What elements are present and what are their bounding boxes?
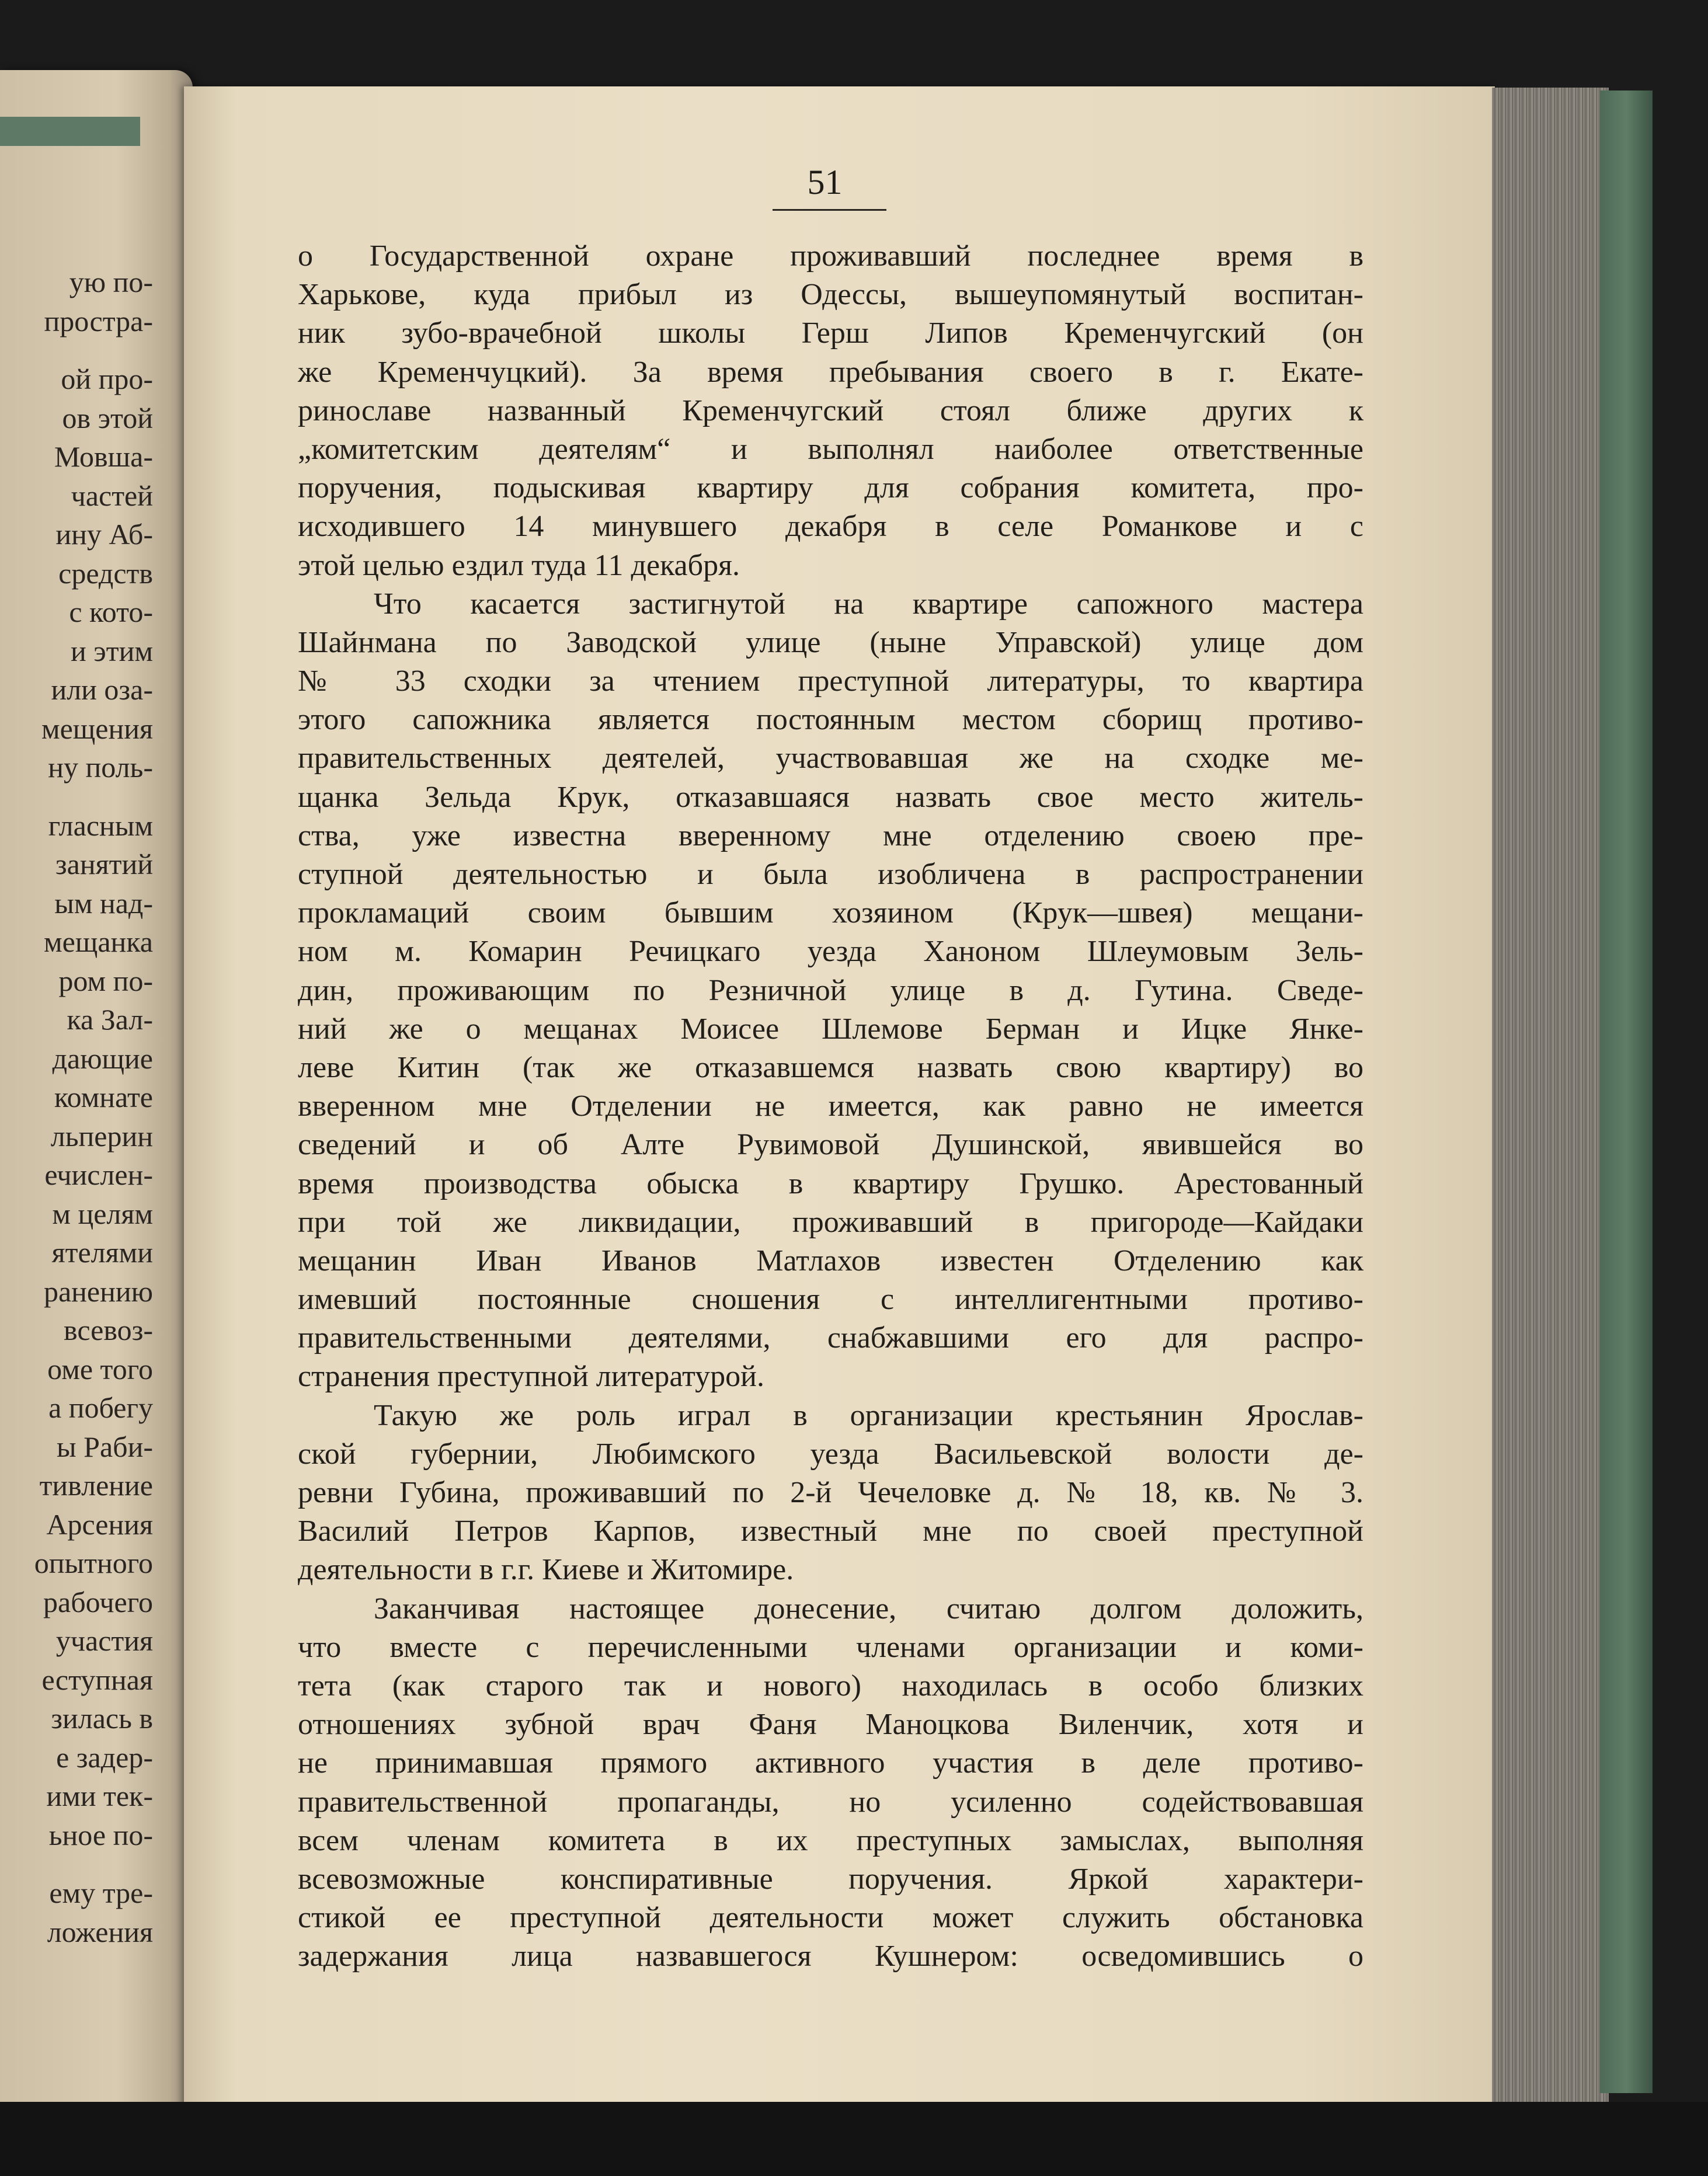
text-line: правительственными деятелями, снабжавшими его для распро- bbox=[298, 1321, 1363, 1355]
text-line: ревни Губина, проживавший по 2-й Чечеловке д. № 18, кв. № 3. bbox=[298, 1476, 1363, 1509]
previous-page-line: е задер- bbox=[56, 1740, 153, 1774]
text-line: Шайнмана по Заводской улице (ныне Управской) улице дом bbox=[298, 625, 1363, 659]
text-line: ном м. Комарин Речицкаго уезда Ханоном Шлеумовым Зель- bbox=[298, 935, 1363, 969]
text-line: всевозможные конспиративные поручения. Яркой характери- bbox=[298, 1862, 1363, 1896]
previous-page-line: комнате bbox=[54, 1081, 153, 1113]
text-line: же Кременчуцкий). За время пребывания своего в г. Екате- bbox=[298, 355, 1363, 389]
text-line: что вместе с перечисленными членами организации и коми- bbox=[298, 1630, 1363, 1664]
text-line: всем членам комитета в их преступных замыслах, выполняя bbox=[298, 1823, 1363, 1857]
previous-page-line: ну поль- bbox=[48, 751, 153, 784]
previous-page-line: ину Аб- bbox=[55, 518, 153, 551]
previous-page-line: с кото- bbox=[69, 596, 153, 628]
previous-page-line: Мовша- bbox=[54, 440, 153, 473]
previous-page-line: средств bbox=[58, 556, 153, 590]
previous-page-line bbox=[0, 1854, 153, 1874]
text-line: Такую же роль играл в организации крестьянин Ярослав- bbox=[374, 1398, 1363, 1432]
text-line: этой целью ездил туда 11 декабря. bbox=[298, 548, 740, 582]
previous-page-line: дающие bbox=[52, 1042, 153, 1075]
previous-page-line: ими тек- bbox=[46, 1780, 153, 1812]
previous-page-line: ов этой bbox=[62, 401, 153, 434]
previous-page-line: рабочего bbox=[43, 1585, 153, 1618]
text-line: дин, проживающим по Резничной улице в д. Гутина. Сведе- bbox=[298, 973, 1363, 1007]
text-line: деятельности в г.г. Киеве и Житомире. bbox=[298, 1553, 794, 1587]
text-line: о Государственной охране проживавший последнее время в bbox=[298, 239, 1363, 273]
text-line: задержания лица назвавшегося Кушнером: осведомившись о bbox=[298, 1940, 1363, 1973]
previous-page-line: опытного bbox=[34, 1547, 153, 1579]
previous-page-line bbox=[0, 787, 153, 806]
previous-page-line: оме того bbox=[47, 1352, 153, 1385]
text-line: стикой ее преступной деятельности может служить обстановка bbox=[298, 1901, 1363, 1935]
previous-page-line: мещанка bbox=[43, 925, 153, 958]
text-line: леве Китин (так же отказавшемся назвать свою квартиру) во bbox=[298, 1050, 1363, 1084]
previous-page-line: тивление bbox=[39, 1469, 153, 1502]
text-line: правительственной пропаганды, но усиленно содействовавшая bbox=[298, 1785, 1363, 1819]
previous-page-line: ятелями bbox=[51, 1236, 153, 1269]
previous-page-line: м целям bbox=[52, 1197, 153, 1230]
text-line: ний же о мещанах Моисее Шлемове Берман и Ицке Янке- bbox=[298, 1012, 1363, 1046]
text-line: тета (как старого так и нового) находилась в особо близких bbox=[298, 1669, 1363, 1702]
text-line: правительственных деятелей, участвовавшая же на сходке ме- bbox=[298, 741, 1363, 775]
text-line: отношениях зубной врач Фаня Маноцкова Виленчик, хотя и bbox=[298, 1708, 1363, 1742]
previous-page-line: ему тре- bbox=[49, 1876, 153, 1909]
text-line: Заканчивая настоящее донесение, считаю долгом доложить, bbox=[374, 1592, 1363, 1625]
text-line: ской губернии, Любимского уезда Васильевской волости де- bbox=[298, 1437, 1363, 1471]
previous-page-line: ка Зал- bbox=[67, 1003, 153, 1036]
page-number: 51 bbox=[807, 163, 843, 201]
previous-page-line: Арсения bbox=[46, 1507, 153, 1541]
text-line: время производства обыска в квартиру Грушко. Арестованный bbox=[298, 1167, 1363, 1200]
text-line: исходившего 14 минувшего декабря в селе Романкове и с bbox=[298, 510, 1363, 544]
previous-page-line: ую по- bbox=[69, 266, 153, 298]
previous-page-line: ложения bbox=[47, 1915, 153, 1948]
cover-edge bbox=[0, 117, 140, 146]
text-line: Что касается застигнутой на квартире сапожного мастера bbox=[374, 587, 1363, 621]
text-line: Харькове, куда прибыл из Одессы, вышеупомянутый воспитан- bbox=[298, 278, 1363, 312]
text-line: поручения, подыскивая квартиру для собрания комитета, про- bbox=[298, 471, 1363, 505]
text-line: ник зубо-врачебной школы Герш Липов Кременчугский (он bbox=[298, 316, 1363, 350]
previous-page-line: ой про- bbox=[61, 363, 153, 395]
previous-page-line: а побегу bbox=[48, 1391, 153, 1424]
previous-page-line: льперин bbox=[50, 1119, 153, 1153]
text-line: имевший постоянные сношения с интеллигентными противо- bbox=[298, 1283, 1363, 1317]
text-line: ринославе названный Кременчугский стоял ближе других к bbox=[298, 394, 1363, 427]
text-line: мещанин Иван Иванов Матлахов известен Отделению как bbox=[298, 1244, 1363, 1277]
previous-page-line: и этим bbox=[71, 634, 153, 667]
previous-page-line: ым над- bbox=[54, 886, 153, 920]
previous-page-line: зилась в bbox=[51, 1702, 153, 1735]
previous-page-line: ы Раби- bbox=[57, 1430, 153, 1463]
previous-page-line: всевоз- bbox=[64, 1314, 153, 1346]
previous-page-line: ьное по- bbox=[48, 1818, 153, 1851]
text-line: ступной деятельностью и была изобличена в распространении bbox=[298, 858, 1363, 891]
previous-page-line bbox=[0, 340, 153, 360]
previous-page-line: ранению bbox=[43, 1275, 153, 1308]
text-line: при той же ликвидации, проживавший в пригороде—Кайдаки bbox=[298, 1205, 1363, 1239]
previous-page bbox=[0, 70, 193, 2149]
previous-page-line: участия bbox=[55, 1624, 153, 1657]
text-line: вверенном мне Отделении не имеется, как равно не имеется bbox=[298, 1089, 1363, 1123]
text-line: Василий Петров Карпов, известный мне по своей преступной bbox=[298, 1515, 1363, 1548]
page-number-rule bbox=[773, 209, 886, 211]
page-block-edge bbox=[1492, 88, 1609, 2108]
text-line: щанка Зельда Крук, отказавшаяся назвать свое место житель- bbox=[298, 780, 1363, 814]
previous-page-line: гласным bbox=[48, 809, 153, 842]
background-strip bbox=[0, 2102, 1708, 2176]
previous-page-text bbox=[0, 263, 153, 1951]
previous-page-line: ечислен- bbox=[44, 1158, 153, 1191]
text-line: странения преступной литературой. bbox=[298, 1360, 764, 1394]
previous-page-line: еступная bbox=[41, 1663, 153, 1696]
previous-page-line: ром по- bbox=[58, 964, 153, 997]
text-line: этого сапожника является постоянным местом сборищ противо- bbox=[298, 703, 1363, 737]
previous-page-line: мещения bbox=[41, 712, 153, 745]
text-line: прокламаций своим бывшим хозяином (Крук—швея) мещани- bbox=[298, 896, 1363, 930]
text-line: № 33 сходки за чтением преступной литературы, то квартира bbox=[298, 664, 1363, 698]
text-line: сведений и об Алте Рувимовой Душинской, явившейся во bbox=[298, 1128, 1363, 1162]
previous-page-line: частей bbox=[71, 479, 153, 512]
previous-page-line: или оза- bbox=[51, 673, 153, 706]
current-page bbox=[184, 86, 1495, 2107]
page-body-text bbox=[298, 237, 1363, 1976]
text-line: не принимавшая прямого активного участия в деле противо- bbox=[298, 1746, 1363, 1780]
text-line: „комитетским деятелям“ и выполнял наиболее ответственные bbox=[298, 432, 1363, 466]
previous-page-line: простра- bbox=[44, 304, 153, 337]
text-line: ства, уже известна вверенному мне отделению своею пре- bbox=[298, 819, 1363, 852]
previous-page-line: занятий bbox=[55, 848, 153, 880]
back-cover bbox=[1600, 90, 1653, 2093]
